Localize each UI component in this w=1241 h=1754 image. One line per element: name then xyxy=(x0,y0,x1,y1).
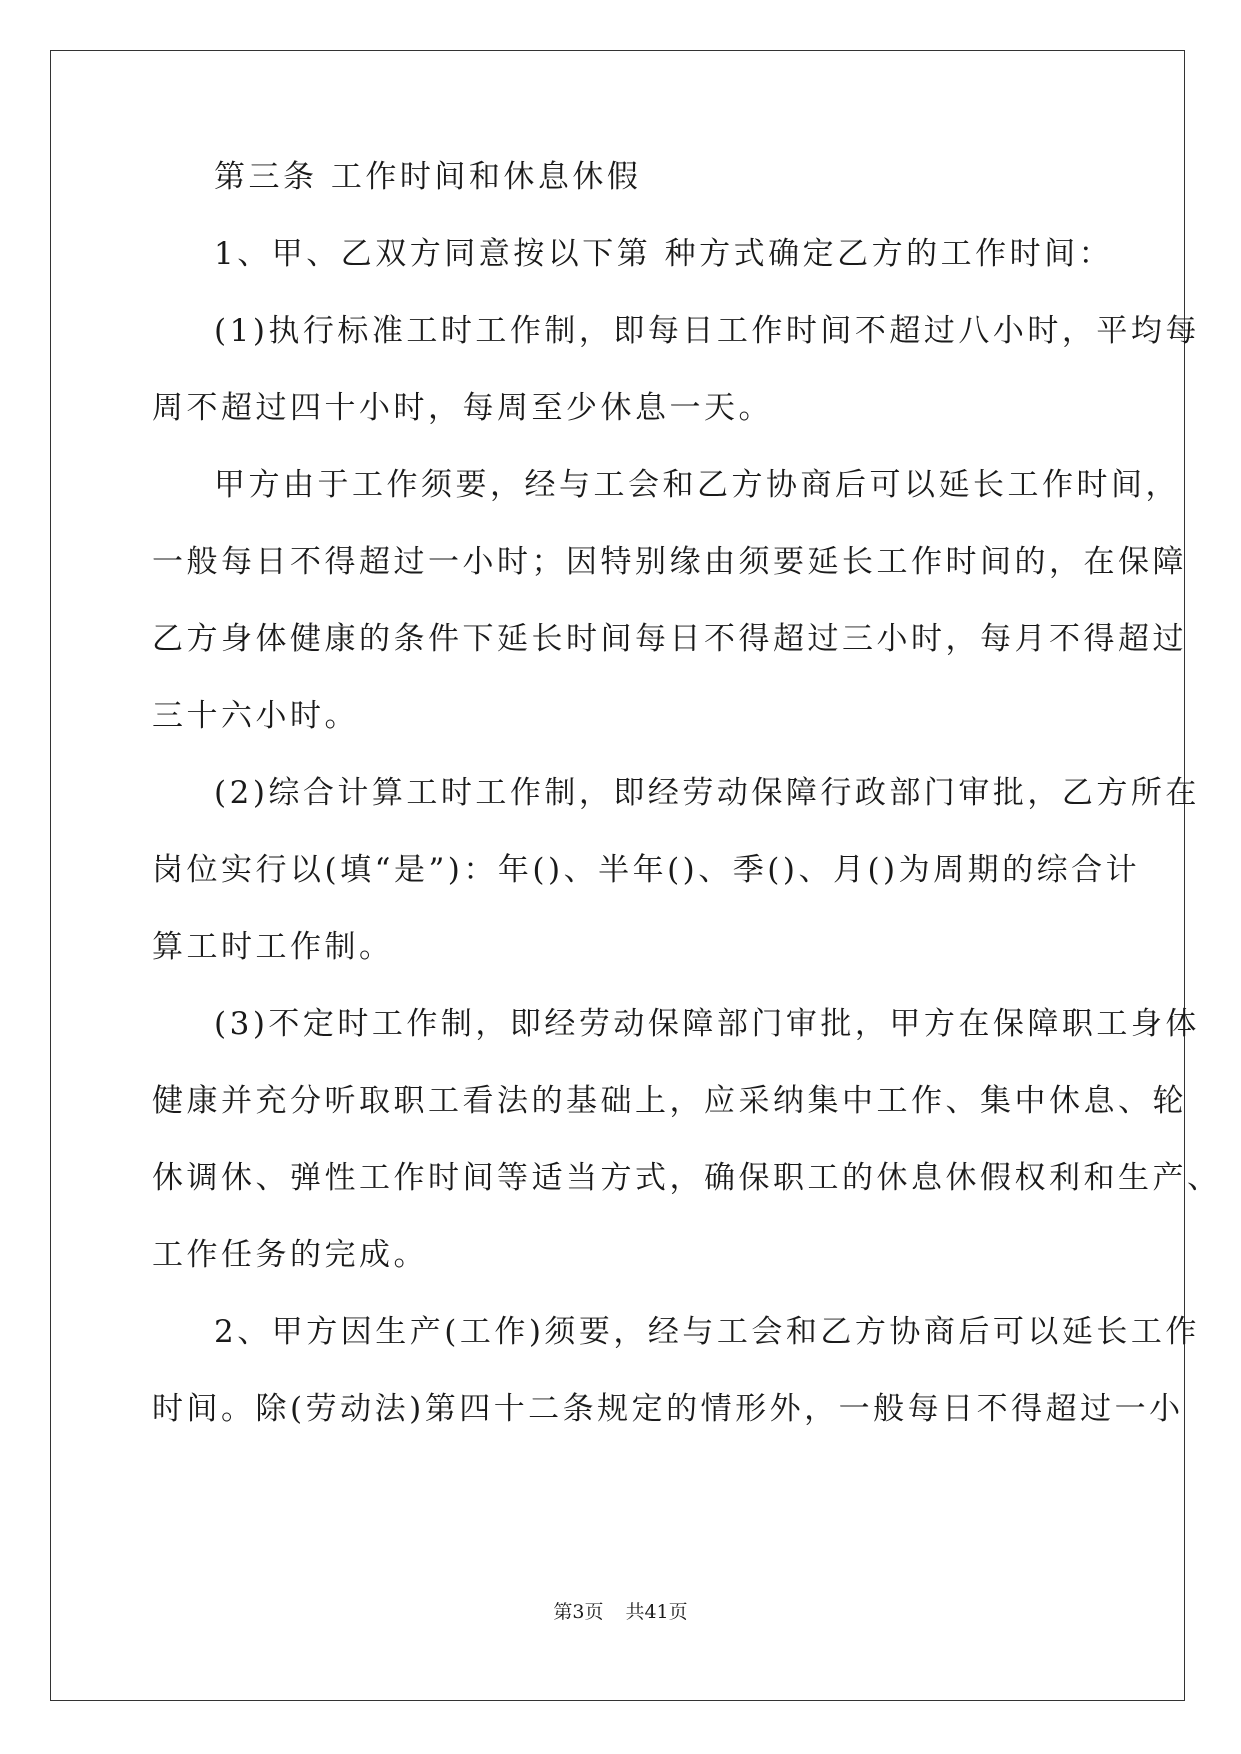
paragraph-line: 三十六小时。 xyxy=(152,698,359,734)
section-heading: 第三条 工作时间和休息休假 xyxy=(214,159,642,195)
page-total: 共41页 xyxy=(625,1601,688,1623)
paragraph-line: 岗位实行以(填“是”)：年()、半年()、季()、月()为周期的综合计 xyxy=(152,852,1141,888)
paragraph-line: 甲方由于工作须要，经与工会和乙方协商后可以延长工作时间， xyxy=(214,467,1180,503)
paragraph-line: (1)执行标准工时工作制，即每日工作时间不超过八小时，平均每 xyxy=(214,313,1200,349)
paragraph-line: 时间。除(劳动法)第四十二条规定的情形外，一般每日不得超过一小 xyxy=(152,1391,1184,1427)
paragraph-line: 一般每日不得超过一小时；因特别缘由须要延长工作时间的，在保障 xyxy=(152,544,1187,580)
paragraph-line: 健康并充分听取职工看法的基础上，应采纳集中工作、集中休息、轮 xyxy=(152,1083,1187,1119)
page-number: 第3页 xyxy=(553,1601,604,1623)
page-footer xyxy=(0,1600,1241,1624)
paragraph-line: 工作任务的完成。 xyxy=(152,1237,428,1273)
paragraph-line: 算工时工作制。 xyxy=(152,929,394,965)
paragraph-line: (2)综合计算工时工作制，即经劳动保障行政部门审批，乙方所在 xyxy=(214,775,1200,811)
paragraph-line: 周不超过四十小时，每周至少休息一天。 xyxy=(152,390,773,426)
document-body xyxy=(152,158,1222,1467)
paragraph-line: 1、甲、乙双方同意按以下第 种方式确定乙方的工作时间： xyxy=(214,236,1114,272)
paragraph-line: (3)不定时工作制，即经劳动保障部门审批，甲方在保障职工身体 xyxy=(214,1006,1200,1042)
paragraph-line: 休调休、弹性工作时间等适当方式，确保职工的休息休假权利和生产、 xyxy=(152,1160,1222,1196)
paragraph-line: 乙方身体健康的条件下延长时间每日不得超过三小时，每月不得超过 xyxy=(152,621,1187,657)
paragraph-line: 2、甲方因生产(工作)须要，经与工会和乙方协商后可以延长工作 xyxy=(214,1314,1200,1350)
